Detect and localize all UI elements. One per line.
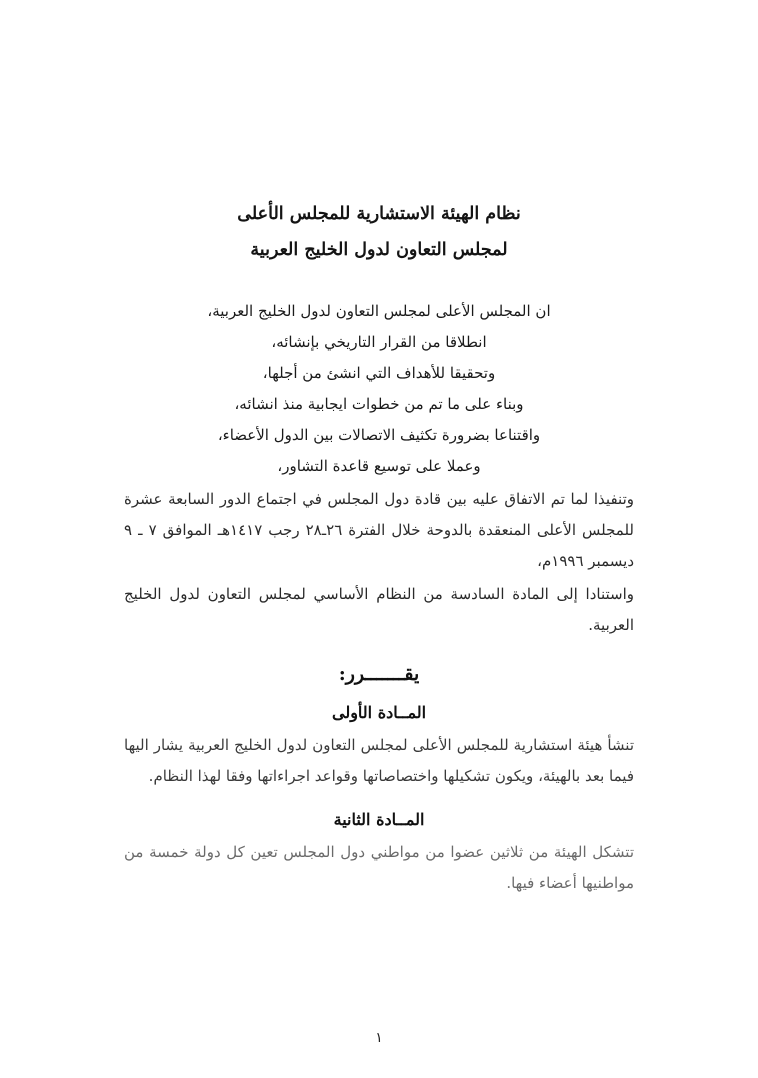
paragraph: واستنادا إلى المادة السادسة من النظام الأساسي لمجلس التعاون لدول الخليج العربية.: [124, 585, 634, 634]
article-heading-1: المــادة الأولى: [331, 703, 427, 722]
preamble-block: [124, 296, 634, 482]
article-body-1: تنشأ هيئة استشارية للمجلس الأعلى لمجلس التعاون لدول الخليج العربية يشار اليها فيما بعد بالهيئة، ويكون تشكيلها واختصاصاتها وقواعد اجراءاتها وفقا لهذا النظام.: [124, 736, 634, 785]
preamble-line: وتحقيقا للأهداف التي انشئ من أجلها،: [262, 364, 496, 382]
preamble-line: وعملا على توسيع قاعدة التشاور،: [277, 457, 481, 475]
preamble-line: انطلاقا من القرار التاريخي بإنشائه،: [271, 333, 487, 351]
title-line-1: نظام الهيئة الاستشارية للمجلس الأعلى: [237, 204, 521, 224]
preamble-line: واقتناعا بضرورة تكثيف الاتصالات بين الدول الأعضاء،: [217, 426, 541, 444]
document-body: [124, 296, 634, 899]
paragraph: وتنفيذا لما تم الاتفاق عليه بين قادة دول المجلس في اجتماع الدور السابعة عشرة للمجلس الأعلى المنعقدة بالدوحة خلال الفترة ٢٦ـ٢٨ رجب ١٤١٧هـ الموافق ٧ ـ ٩ ديسمبر ١٩٩٦م،: [124, 490, 635, 570]
decision-heading: يقـــــــرر:: [338, 663, 420, 685]
preamble-line: وبناء على ما تم من خطوات ايجابية منذ انشائه،: [234, 395, 524, 413]
preamble-paragraphs: [124, 484, 634, 641]
title-line-2: لمجلس التعاون لدول الخليج العربية: [250, 240, 508, 260]
page-title: [0, 196, 758, 268]
article-body-2: تتشكل الهيئة من ثلاثين عضوا من مواطني دول المجلس تعين كل دولة خمسة من مواطنيها أعضاء فيها.: [124, 843, 634, 892]
page-number: ١: [375, 1030, 383, 1046]
article-heading-2: المــادة الثانية: [333, 810, 425, 829]
preamble-line: ان المجلس الأعلى لمجلس التعاون لدول الخليج العربية،: [207, 302, 551, 320]
